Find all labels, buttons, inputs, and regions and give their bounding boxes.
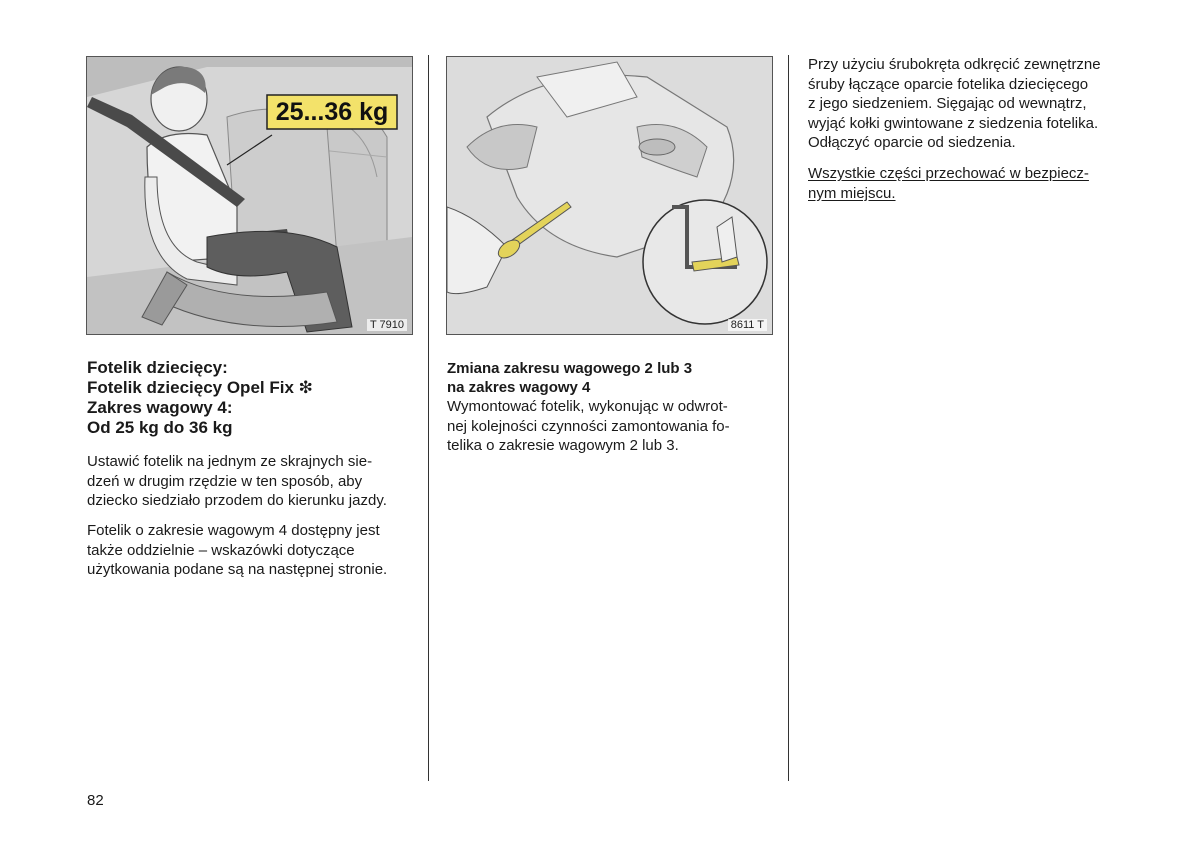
subheading-line: Zmiana zakresu wagowego 2 lub 3 [447,360,693,377]
column-divider-left [428,55,429,781]
text-line: także oddzielnie – wskazówki dotyczące [87,541,355,559]
middle-column-text [447,359,730,456]
page-number: 82 [87,792,104,809]
paragraph-availability [87,521,387,580]
text-line: śruby łączące oparcie fotelika dziecięcego [808,75,1089,93]
heading-line: Fotelik dziecięcy Opel Fix ❇ [87,378,313,397]
figure-code-left: T 7910 [367,319,407,331]
text-line: użytkowania podane są na następnej stronie. [87,561,388,578]
figure-code-middle: 8611 T [728,319,767,331]
text-line: Przy użyciu śrubokręta odkręcić zewnętrzne [808,56,1101,73]
disassembly-illustration [447,57,772,334]
figure-child-booster-seat [86,56,413,335]
text-line: Wymontować fotelik, wykonując w odwrot- [447,398,728,415]
text-line: wyjąć kołki gwintowane z siedzenia fotelika. [808,114,1099,132]
heading-line: Zakres wagowy 4: [87,398,233,417]
paragraph-disassembly-steps [808,55,1101,153]
text-line: Ustawić fotelik na jednym ze skrajnych sie- [87,453,373,470]
text-line: Odłączyć oparcie od siedzenia. [808,134,1016,151]
text-line: nej kolejności czynności zamontowania fo- [447,417,730,435]
heading-line: Fotelik dziecięcy: [87,358,228,377]
text-line: nym miejscu. [808,184,896,202]
paragraph-storage-note [808,164,1089,203]
section-heading [87,358,313,438]
text-line: dziecko siedziało przodem do kierunku jazdy. [87,492,387,509]
text-line: Wszystkie części przechować w bezpiecz- [808,165,1089,182]
text-line: Fotelik o zakresie wagowym 4 dostępny jest [87,522,380,539]
subheading-line: na zakres wagowy 4 [447,379,591,396]
paragraph-placement [87,452,387,511]
text-line: telika o zakresie wagowym 2 lub 3. [447,437,679,454]
text-line: dzeń w drugim rzędzie w ten sposób, aby [87,472,363,490]
figure-seat-disassembly [446,56,773,335]
column-divider-right [788,55,789,781]
heading-line: Od 25 kg do 36 kg [87,418,233,437]
weight-range-badge: 25...36 kg [275,98,389,126]
text-line: z jego siedzeniem. Sięgając od wewnątrz, [808,95,1087,112]
